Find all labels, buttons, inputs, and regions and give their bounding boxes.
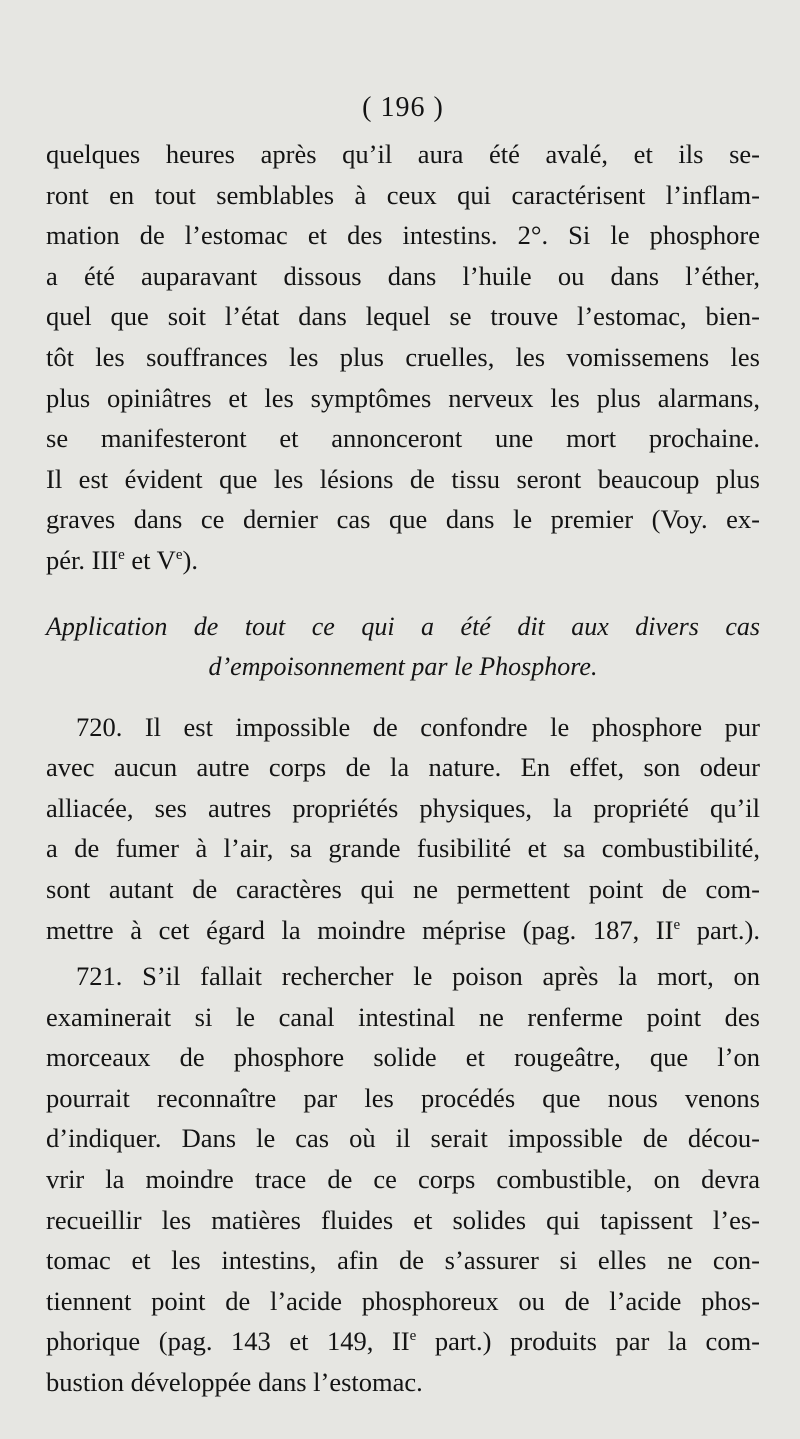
text-line: vrir la moindre trace de ce corps combustible, on devra <box>46 1164 760 1195</box>
text-line: alliacée, ses autres propriétés physiques, la propriété qu’il <box>46 792 760 823</box>
page-number: ( 196 ) <box>362 92 444 123</box>
paragraph-720 <box>46 707 760 951</box>
text-fragment: ). <box>182 544 198 575</box>
superscript: e <box>118 547 125 564</box>
text-line: 720. Il est impossible de confondre le phosphore pur <box>76 711 760 742</box>
text-line: mation de l’estomac et des intestins. 2°. Si le phosphore <box>46 220 760 251</box>
text-line: examinerait si le canal intestinal ne renferme point des <box>46 1001 760 1032</box>
text-line: a de fumer à l’air, sa grande fusibilité et sa combustibilité, <box>46 833 760 864</box>
text-line: sont autant de caractères qui ne permettent point de com- <box>46 873 760 904</box>
text-line: a été auparavant dissous dans l’huile ou dans l’éther, <box>46 260 760 291</box>
text-line: quelques heures après qu’il aura été avalé, et ils se- <box>46 139 760 169</box>
heading-line: Application de tout ce qui a été dit aux divers cas <box>46 611 760 641</box>
text-fragment: et V <box>124 544 176 575</box>
text-line: recueillir les matières fluides et solides qui tapissent l’es- <box>46 1204 760 1235</box>
text-line: plus opiniâtres et les symptômes nerveux les plus alarmans, <box>46 382 760 413</box>
text-line: d’indiquer. Dans le cas où il serait impossible de décou- <box>46 1123 760 1154</box>
text-line: Il est évident que les lésions de tissu seront beaucoup plus <box>46 463 760 494</box>
text-line: tomac et les intestins, afin de s’assurer si elles ne con- <box>46 1245 760 1276</box>
text-fragment: pér. III <box>46 544 119 575</box>
superscript: e <box>409 1328 417 1345</box>
text-line: avec aucun autre corps de la nature. En effet, son odeur <box>46 752 760 783</box>
text-fragment: part.). <box>680 914 760 945</box>
section-heading <box>46 607 760 687</box>
paragraph-721 <box>46 956 760 1403</box>
text-line: tiennent point de l’acide phosphoreux ou de l’acide phos- <box>46 1285 760 1316</box>
text-fragment: part.) produits par la com- <box>416 1326 760 1357</box>
text-line-last <box>46 540 760 581</box>
text-line: morceaux de phosphore solide et rougeâtre, que l’on <box>46 1042 760 1073</box>
heading-line: d’empoisonnement par le Phosphore. <box>208 651 598 681</box>
text-line-last: bustion développée dans l’estomac. <box>46 1367 423 1398</box>
superscript: e <box>673 916 681 933</box>
text-line: graves dans ce dernier cas que dans le premier (Voy. ex- <box>46 504 760 535</box>
text-fragment: mettre à cet égard la moindre méprise (pag. 187, II <box>46 914 674 945</box>
text-line: se manifesteront et annonceront une mort prochaine. <box>46 423 760 454</box>
text-line: 721. S’il fallait rechercher le poison après la mort, on <box>76 961 760 992</box>
text-line <box>46 1321 760 1362</box>
text-line-last <box>46 910 760 951</box>
paragraph-continuation <box>46 134 760 581</box>
superscript: e <box>175 547 183 564</box>
text-line: tôt les souffrances les plus cruelles, les vomissemens les <box>46 341 760 372</box>
text-line: quel que soit l’état dans lequel se trouve l’estomac, bien- <box>46 301 760 332</box>
text-line: ront en tout semblables à ceux qui caractérisent l’inflam- <box>46 179 760 210</box>
text-fragment: phorique (pag. 143 et 149, II <box>46 1326 410 1357</box>
text-line: pourrait reconnaître par les procédés que nous venons <box>46 1082 760 1113</box>
